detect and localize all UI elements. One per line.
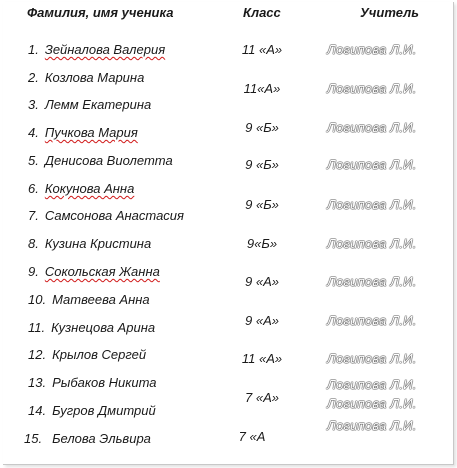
class-cell: 9 «А» [245,274,279,289]
student-row [28,264,160,279]
teacher-cell: Логипова Л.И. [327,351,417,366]
student-name: Денисова Виолетта [44,153,173,168]
student-number: 4. [28,125,39,140]
student-number: 13. [28,375,47,390]
student-number: 9. [28,264,39,279]
student-name: Самсонова Анастасия [44,208,184,223]
student-row [28,97,151,112]
class-cell: 7 «А» [245,390,279,405]
class-cell: 7 «А [238,429,266,444]
student-name: Кокунова Анна [44,181,135,196]
student-number: 5. [28,153,39,168]
student-name: Зейналова Валерия [44,42,166,57]
student-name: Кузнецова Арина [51,320,156,335]
student-row [28,42,165,57]
student-number: 1. [28,42,39,57]
teacher-cell: Логипова Л.И. [327,197,417,212]
class-cell: 9 «А» [245,313,279,328]
student-row [24,431,151,446]
student-number: 10. [28,292,47,307]
class-cell: 11«А» [243,81,281,96]
student-row [28,153,173,168]
student-row [28,320,155,335]
student-name: Бугров Дмитрий [52,403,156,418]
student-number: 6. [28,181,39,196]
teacher-cell: Логипова Л.И. [327,396,417,411]
student-name: Козлова Марина [44,70,145,85]
teacher-cell: Логипова Л.И. [327,120,417,135]
class-cell: 9 «Б» [245,197,279,212]
student-row [28,292,150,307]
student-number: 14. [28,403,47,418]
student-row [28,125,138,140]
student-number: 8. [28,236,39,251]
teacher-cell: Логипова Л.И. [327,313,417,328]
teacher-cell: Логипова Л.И. [327,157,417,172]
teacher-cell: Логипова Л.И. [327,418,417,433]
student-number: 7. [28,208,39,223]
teacher-cell: Логипова Л.И. [327,274,417,289]
header-teacher: Учитель [360,5,419,20]
teacher-cell: Логипова Л.И. [327,377,417,392]
student-name: Лемм Екатерина [44,97,152,112]
student-name: Пучкова Мария [44,125,138,140]
student-name: Рыбаков Никита [52,375,157,390]
student-row [28,70,144,85]
teacher-cell: Логипова Л.И. [327,42,417,57]
header-class: Класс [243,5,281,20]
student-number: 12. [28,347,47,362]
student-name: Матвеева Анна [52,292,150,307]
student-name: Крылов Сергей [52,347,147,362]
class-cell: 9 «Б» [245,120,279,135]
teacher-cell: Логипова Л.И. [327,236,417,251]
student-name: Кузина Кристина [44,236,152,251]
class-cell: 9 «Б» [245,157,279,172]
student-name: Сокольская Жанна [44,264,160,279]
student-row [28,375,157,390]
student-row [28,181,134,196]
student-number: 15. [24,431,43,446]
class-cell: 11 «А» [241,351,283,366]
student-number: 2. [28,70,39,85]
student-number: 11. [28,320,46,335]
class-cell: 11 «А» [241,42,283,57]
student-row [28,403,156,418]
student-number: 3. [28,97,39,112]
student-name: Белова Эльвира [52,431,151,446]
teacher-cell: Логипова Л.И. [327,81,417,96]
student-row [28,347,146,362]
class-cell: 9«Б» [246,236,278,251]
student-row [28,208,184,223]
header-student-name: Фамилия, имя ученика [27,5,174,20]
student-row [28,236,151,251]
